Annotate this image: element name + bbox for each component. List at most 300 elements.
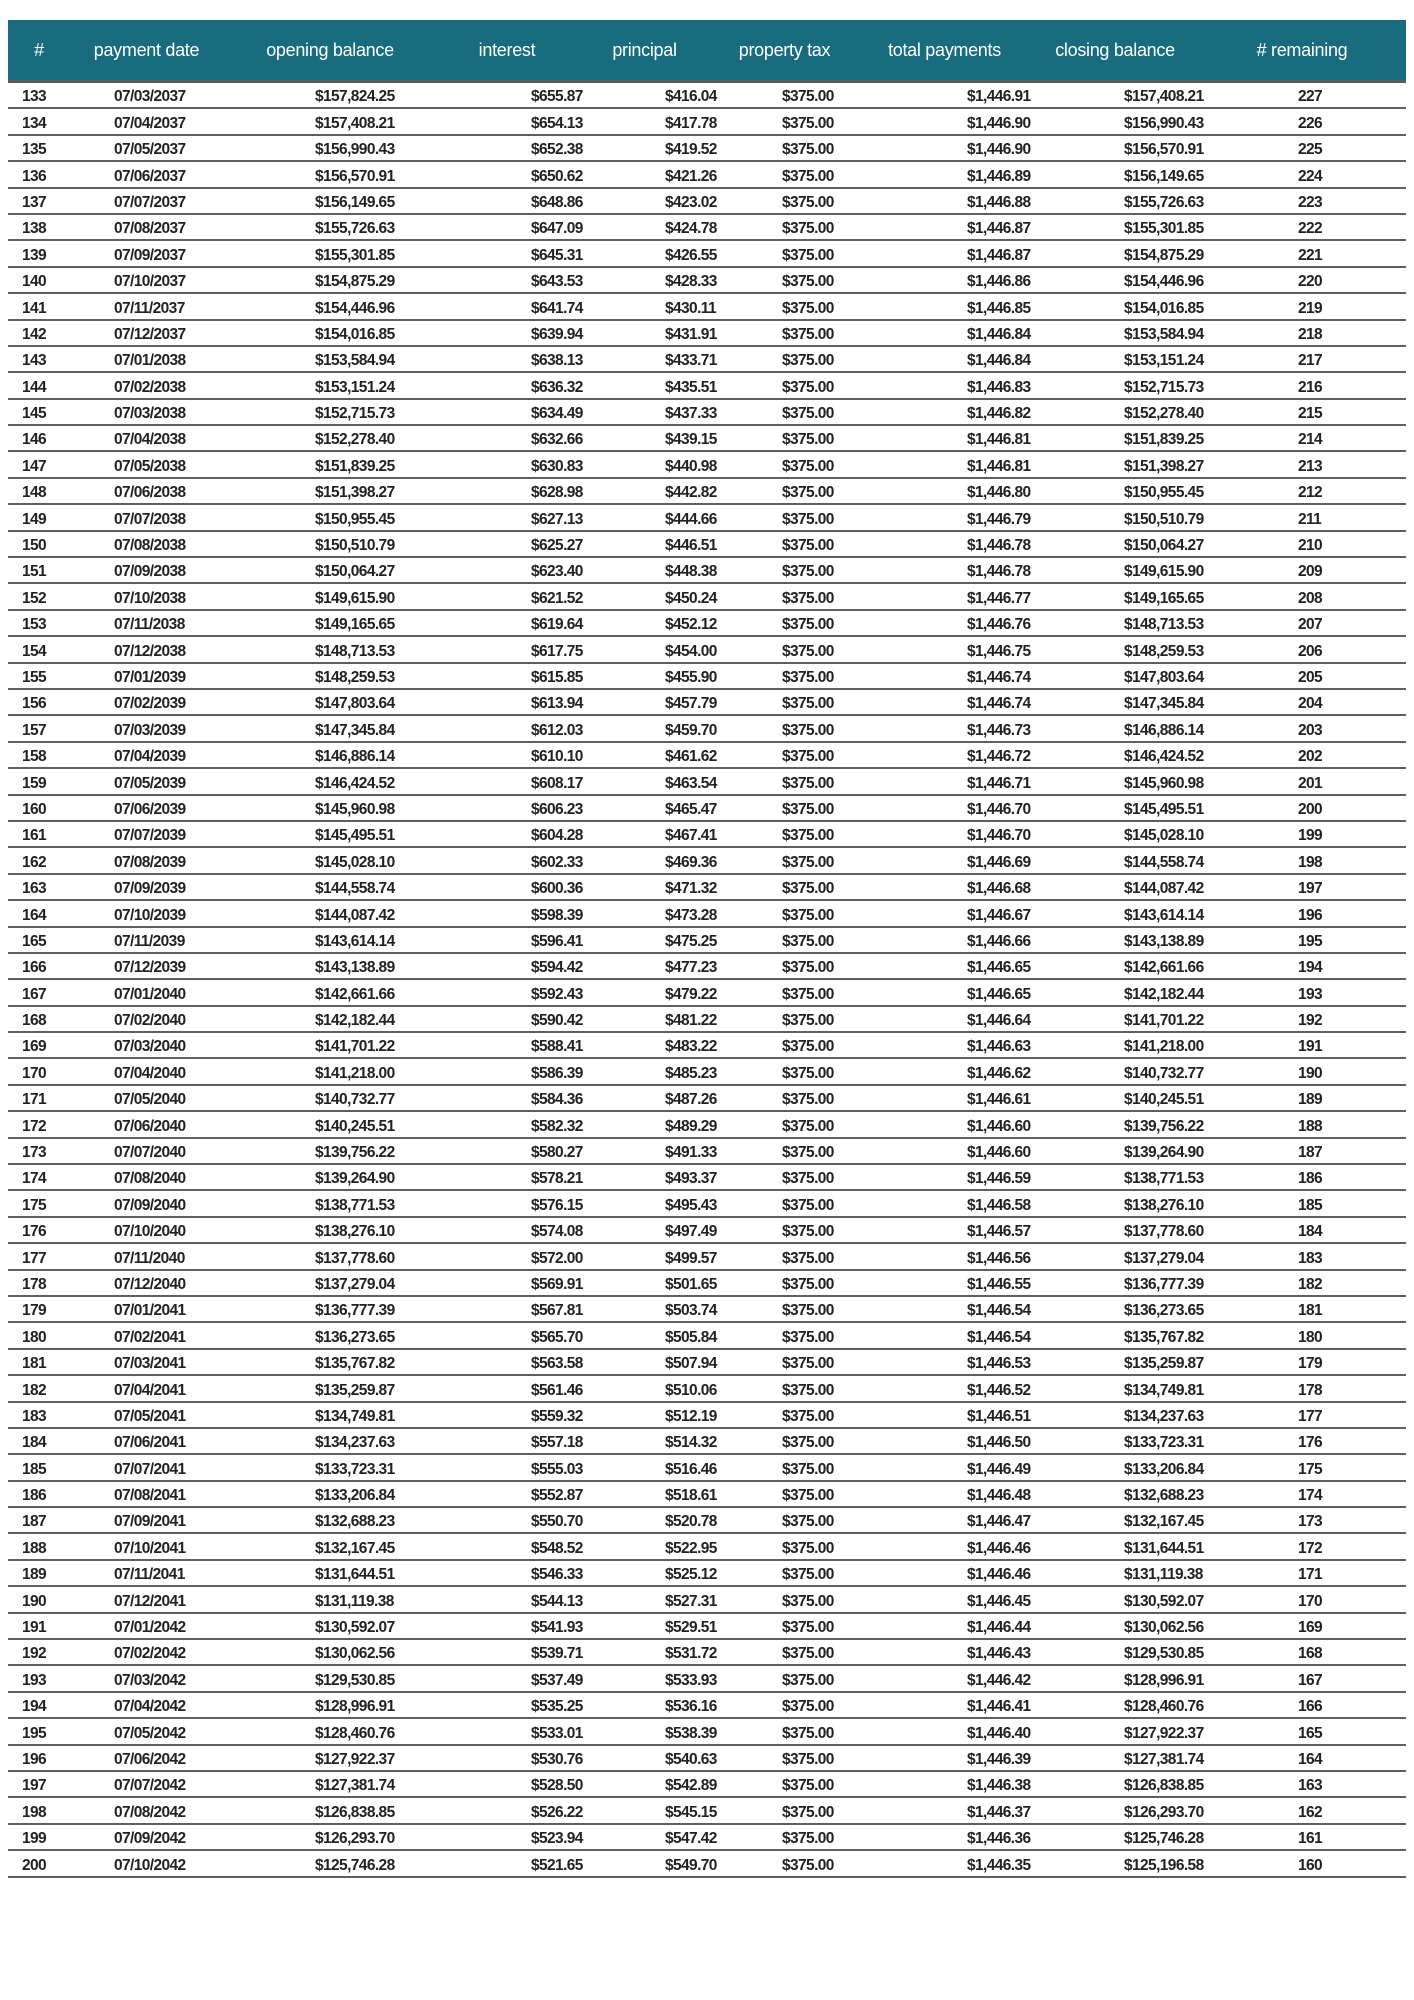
cell-interest: $606.23 xyxy=(531,800,583,818)
cell-payment-date: 07/07/2041 xyxy=(114,1460,186,1478)
cell-payment-date: 07/05/2040 xyxy=(114,1091,186,1109)
cell-payment-number: 169 xyxy=(22,1038,47,1056)
cell-principal: $426.55 xyxy=(665,246,717,264)
cell-payment-date: 07/12/2037 xyxy=(114,325,186,343)
cell-opening-balance: $146,424.52 xyxy=(315,774,395,792)
cell-opening-balance: $129,530.85 xyxy=(315,1671,395,1689)
cell-payment-date: 07/02/2039 xyxy=(114,695,186,713)
cell-payments-remaining: 210 xyxy=(1298,537,1323,555)
cell-closing-balance: $154,016.85 xyxy=(1124,299,1204,317)
cell-payment-number: 165 xyxy=(22,932,47,950)
cell-payment-date: 07/04/2038 xyxy=(114,431,186,449)
cell-opening-balance: $137,279.04 xyxy=(315,1275,395,1293)
cell-opening-balance: $138,771.53 xyxy=(315,1196,395,1214)
cell-total-payment: $1,446.88 xyxy=(967,193,1031,211)
cell-interest: $594.42 xyxy=(531,959,583,977)
cell-property-tax: $375.00 xyxy=(782,1460,834,1478)
table-row xyxy=(8,479,1406,505)
header-closing-balance: closing balance xyxy=(1055,39,1175,60)
cell-payment-date: 07/03/2042 xyxy=(114,1671,186,1689)
cell-opening-balance: $153,151.24 xyxy=(315,378,395,396)
table-row xyxy=(8,928,1406,954)
cell-payment-date: 07/05/2039 xyxy=(114,774,186,792)
cell-payment-number: 151 xyxy=(22,563,47,581)
cell-opening-balance: $148,259.53 xyxy=(315,668,395,686)
cell-payments-remaining: 203 xyxy=(1298,721,1323,739)
cell-closing-balance: $127,922.37 xyxy=(1124,1724,1204,1742)
cell-payments-remaining: 204 xyxy=(1298,695,1323,713)
table-row xyxy=(8,796,1406,822)
cell-payments-remaining: 181 xyxy=(1298,1302,1323,1320)
table-row xyxy=(8,400,1406,426)
cell-principal: $465.47 xyxy=(665,800,717,818)
cell-payment-number: 198 xyxy=(22,1803,47,1821)
cell-opening-balance: $126,293.70 xyxy=(315,1830,395,1848)
cell-opening-balance: $143,614.14 xyxy=(315,932,395,950)
cell-payments-remaining: 198 xyxy=(1298,853,1323,871)
cell-principal: $549.70 xyxy=(665,1856,717,1874)
cell-opening-balance: $147,345.84 xyxy=(315,721,395,739)
cell-principal: $507.94 xyxy=(665,1355,717,1373)
cell-payment-number: 196 xyxy=(22,1751,47,1768)
cell-payment-date: 07/09/2037 xyxy=(114,246,186,264)
cell-payment-date: 07/03/2039 xyxy=(114,721,186,739)
cell-closing-balance: $140,732.77 xyxy=(1124,1064,1204,1082)
cell-payments-remaining: 186 xyxy=(1298,1170,1323,1188)
cell-payment-date: 07/02/2038 xyxy=(114,378,186,396)
cell-principal: $435.51 xyxy=(665,378,717,396)
cell-closing-balance: $128,460.76 xyxy=(1124,1698,1204,1716)
cell-closing-balance: $126,838.85 xyxy=(1124,1777,1204,1795)
cell-interest: $617.75 xyxy=(531,642,583,660)
cell-interest: $645.31 xyxy=(531,246,583,264)
cell-payment-date: 07/01/2039 xyxy=(114,668,186,686)
cell-interest: $628.98 xyxy=(531,484,583,502)
cell-payment-date: 07/12/2041 xyxy=(114,1592,186,1610)
cell-total-payment: $1,446.65 xyxy=(967,959,1031,977)
cell-opening-balance: $136,777.39 xyxy=(315,1302,395,1320)
cell-payments-remaining: 199 xyxy=(1298,827,1323,845)
table-row xyxy=(8,743,1406,769)
cell-payment-number: 174 xyxy=(22,1170,47,1188)
cell-payments-remaining: 192 xyxy=(1298,1012,1323,1030)
table-row xyxy=(8,1587,1406,1613)
cell-total-payment: $1,446.78 xyxy=(967,537,1031,555)
cell-payment-number: 186 xyxy=(22,1487,47,1505)
cell-principal: $489.29 xyxy=(665,1117,717,1135)
cell-payments-remaining: 187 xyxy=(1298,1144,1323,1162)
cell-property-tax: $375.00 xyxy=(782,1064,834,1082)
cell-payment-date: 07/01/2041 xyxy=(114,1302,186,1320)
cell-total-payment: $1,446.44 xyxy=(967,1619,1031,1637)
cell-payments-remaining: 176 xyxy=(1298,1434,1323,1452)
header-interest: interest xyxy=(478,39,536,60)
cell-total-payment: $1,446.43 xyxy=(967,1645,1031,1663)
cell-total-payment: $1,446.63 xyxy=(967,1038,1031,1056)
cell-interest: $539.71 xyxy=(531,1645,583,1663)
cell-payments-remaining: 211 xyxy=(1298,510,1322,528)
cell-payments-remaining: 182 xyxy=(1298,1275,1323,1293)
cell-total-payment: $1,446.37 xyxy=(967,1803,1031,1821)
cell-closing-balance: $141,218.00 xyxy=(1124,1038,1204,1056)
cell-payments-remaining: 185 xyxy=(1298,1196,1323,1214)
cell-closing-balance: $137,279.04 xyxy=(1124,1249,1204,1267)
table-row xyxy=(8,1165,1406,1191)
cell-total-payment: $1,446.90 xyxy=(967,114,1031,132)
header-property-tax: property tax xyxy=(738,39,831,60)
cell-payment-date: 07/06/2038 xyxy=(114,484,186,502)
cell-payment-date: 07/09/2041 xyxy=(114,1513,186,1531)
cell-interest: $613.94 xyxy=(531,695,583,713)
cell-opening-balance: $132,688.23 xyxy=(315,1513,395,1531)
cell-payment-number: 177 xyxy=(22,1249,47,1267)
cell-payment-number: 190 xyxy=(22,1592,47,1610)
cell-opening-balance: $154,016.85 xyxy=(315,325,395,343)
table-row xyxy=(8,1666,1406,1692)
cell-payments-remaining: 202 xyxy=(1298,748,1323,766)
cell-payment-date: 07/01/2038 xyxy=(114,352,186,370)
cell-property-tax: $375.00 xyxy=(782,457,834,475)
cell-closing-balance: $132,167.45 xyxy=(1124,1513,1204,1531)
cell-principal: $505.84 xyxy=(665,1328,717,1346)
cell-opening-balance: $131,119.38 xyxy=(315,1592,394,1610)
cell-total-payment: $1,446.41 xyxy=(967,1698,1031,1716)
cell-payments-remaining: 191 xyxy=(1298,1038,1323,1056)
cell-payment-number: 172 xyxy=(22,1117,47,1135)
cell-payment-number: 171 xyxy=(22,1091,47,1109)
cell-payments-remaining: 215 xyxy=(1298,405,1323,423)
cell-total-payment: $1,446.60 xyxy=(967,1117,1031,1135)
cell-payment-date: 07/07/2040 xyxy=(114,1144,186,1162)
table-row xyxy=(8,875,1406,901)
cell-closing-balance: $146,424.52 xyxy=(1124,748,1204,766)
cell-payment-number: 197 xyxy=(22,1777,47,1795)
cell-property-tax: $375.00 xyxy=(782,959,834,977)
cell-principal: $538.39 xyxy=(665,1724,717,1742)
cell-principal: $450.24 xyxy=(665,589,717,607)
table-row xyxy=(8,136,1406,162)
cell-opening-balance: $127,381.74 xyxy=(315,1777,395,1795)
cell-payment-date: 07/02/2041 xyxy=(114,1328,186,1346)
cell-payment-date: 07/08/2039 xyxy=(114,853,186,871)
cell-payment-date: 07/04/2039 xyxy=(114,748,186,766)
cell-property-tax: $375.00 xyxy=(782,880,834,898)
table-row xyxy=(8,189,1406,215)
cell-closing-balance: $130,062.56 xyxy=(1124,1619,1204,1637)
table-row xyxy=(8,1007,1406,1033)
cell-property-tax: $375.00 xyxy=(782,1619,834,1637)
cell-total-payment: $1,446.45 xyxy=(967,1592,1031,1610)
cell-closing-balance: $131,644.51 xyxy=(1124,1539,1204,1557)
cell-opening-balance: $151,839.25 xyxy=(315,457,395,475)
cell-payment-number: 137 xyxy=(22,193,47,211)
cell-total-payment: $1,446.90 xyxy=(967,141,1031,159)
cell-property-tax: $375.00 xyxy=(782,431,834,449)
cell-payments-remaining: 222 xyxy=(1298,220,1323,238)
cell-payment-date: 07/04/2037 xyxy=(114,114,186,132)
cell-payment-number: 182 xyxy=(22,1381,47,1399)
cell-property-tax: $375.00 xyxy=(782,167,834,185)
cell-payment-number: 154 xyxy=(22,642,47,660)
cell-closing-balance: $138,276.10 xyxy=(1124,1196,1204,1214)
cell-opening-balance: $152,715.73 xyxy=(315,405,395,423)
cell-property-tax: $375.00 xyxy=(782,853,834,871)
cell-total-payment: $1,446.89 xyxy=(967,167,1031,185)
cell-interest: $600.36 xyxy=(531,880,583,898)
cell-opening-balance: $152,278.40 xyxy=(315,431,395,449)
cell-total-payment: $1,446.91 xyxy=(967,88,1031,106)
cell-payments-remaining: 183 xyxy=(1298,1249,1323,1267)
cell-payments-remaining: 196 xyxy=(1298,906,1323,924)
cell-payments-remaining: 209 xyxy=(1298,563,1323,581)
cell-principal: $433.71 xyxy=(665,352,717,370)
cell-total-payment: $1,446.70 xyxy=(967,800,1031,818)
cell-payment-date: 07/09/2040 xyxy=(114,1196,186,1214)
table-row xyxy=(8,1139,1406,1165)
cell-interest: $528.50 xyxy=(531,1777,583,1795)
cell-interest: $578.21 xyxy=(531,1170,583,1188)
cell-payment-date: 07/09/2038 xyxy=(114,563,186,581)
cell-interest: $650.62 xyxy=(531,167,583,185)
table-row xyxy=(8,1508,1406,1534)
cell-property-tax: $375.00 xyxy=(782,1566,834,1584)
cell-property-tax: $375.00 xyxy=(782,695,834,713)
cell-principal: $520.78 xyxy=(665,1513,717,1531)
table-row xyxy=(8,373,1406,399)
cell-payments-remaining: 226 xyxy=(1298,114,1323,132)
cell-opening-balance: $153,584.94 xyxy=(315,352,395,370)
cell-property-tax: $375.00 xyxy=(782,246,834,264)
cell-payment-date: 07/10/2042 xyxy=(114,1856,186,1874)
cell-property-tax: $375.00 xyxy=(782,563,834,581)
cell-payment-number: 149 xyxy=(22,510,47,528)
cell-interest: $596.41 xyxy=(531,932,583,950)
cell-principal: $430.11 xyxy=(665,299,716,317)
cell-closing-balance: $156,990.43 xyxy=(1124,114,1204,132)
cell-payment-number: 145 xyxy=(22,405,47,423)
cell-total-payment: $1,446.84 xyxy=(967,325,1031,343)
cell-closing-balance: $145,028.10 xyxy=(1124,827,1204,845)
cell-payment-date: 07/06/2041 xyxy=(114,1434,186,1452)
cell-closing-balance: $153,151.24 xyxy=(1124,352,1204,370)
cell-interest: $563.58 xyxy=(531,1355,583,1373)
cell-payments-remaining: 217 xyxy=(1298,352,1323,370)
cell-payments-remaining: 194 xyxy=(1298,959,1323,977)
cell-total-payment: $1,446.46 xyxy=(967,1539,1031,1557)
cell-opening-balance: $157,824.25 xyxy=(315,88,395,106)
table-row xyxy=(8,1191,1406,1217)
cell-principal: $416.04 xyxy=(665,88,717,106)
cell-closing-balance: $146,886.14 xyxy=(1124,721,1204,739)
cell-payment-date: 07/03/2037 xyxy=(114,88,186,106)
cell-total-payment: $1,446.52 xyxy=(967,1381,1031,1399)
cell-property-tax: $375.00 xyxy=(782,616,834,634)
cell-interest: $608.17 xyxy=(531,774,583,792)
table-row xyxy=(8,584,1406,610)
cell-opening-balance: $146,886.14 xyxy=(315,748,395,766)
cell-payments-remaining: 177 xyxy=(1298,1407,1323,1425)
cell-closing-balance: $137,778.60 xyxy=(1124,1223,1204,1241)
cell-payment-date: 07/11/2037 xyxy=(114,299,185,317)
cell-closing-balance: $150,955.45 xyxy=(1124,484,1204,502)
cell-interest: $634.49 xyxy=(531,405,583,423)
cell-closing-balance: $151,398.27 xyxy=(1124,457,1204,475)
cell-total-payment: $1,446.82 xyxy=(967,405,1031,423)
cell-interest: $598.39 xyxy=(531,906,583,924)
cell-payment-number: 168 xyxy=(22,1012,47,1030)
cell-payments-remaining: 205 xyxy=(1298,668,1323,686)
cell-payment-number: 155 xyxy=(22,668,47,686)
cell-total-payment: $1,446.69 xyxy=(967,853,1031,871)
cell-principal: $497.49 xyxy=(665,1223,717,1241)
cell-payments-remaining: 221 xyxy=(1298,246,1323,264)
cell-principal: $533.93 xyxy=(665,1671,717,1689)
cell-property-tax: $375.00 xyxy=(782,1724,834,1742)
cell-property-tax: $375.00 xyxy=(782,88,834,106)
cell-total-payment: $1,446.38 xyxy=(967,1777,1031,1795)
cell-closing-balance: $147,345.84 xyxy=(1124,695,1204,713)
table-row xyxy=(8,426,1406,452)
cell-total-payment: $1,446.54 xyxy=(967,1302,1031,1320)
cell-property-tax: $375.00 xyxy=(782,1144,834,1162)
table-row xyxy=(8,1112,1406,1138)
cell-principal: $501.65 xyxy=(665,1275,717,1293)
cell-opening-balance: $139,264.90 xyxy=(315,1170,395,1188)
table-row xyxy=(8,637,1406,663)
cell-payment-number: 147 xyxy=(22,457,47,475)
table-row xyxy=(8,1798,1406,1824)
cell-property-tax: $375.00 xyxy=(782,1275,834,1293)
cell-closing-balance: $145,960.98 xyxy=(1124,774,1204,792)
cell-total-payment: $1,446.79 xyxy=(967,510,1031,528)
cell-payment-number: 143 xyxy=(22,352,47,370)
cell-total-payment: $1,446.70 xyxy=(967,827,1031,845)
cell-payment-date: 07/03/2041 xyxy=(114,1355,186,1373)
cell-payments-remaining: 197 xyxy=(1298,880,1323,898)
cell-interest: $655.87 xyxy=(531,88,583,106)
cell-payments-remaining: 220 xyxy=(1298,273,1323,291)
cell-interest: $576.15 xyxy=(531,1196,583,1214)
cell-interest: $552.87 xyxy=(531,1487,583,1505)
cell-closing-balance: $143,138.89 xyxy=(1124,932,1204,950)
cell-total-payment: $1,446.72 xyxy=(967,748,1031,766)
cell-principal: $525.12 xyxy=(665,1566,717,1584)
cell-opening-balance: $141,218.00 xyxy=(315,1064,395,1082)
cell-interest: $648.86 xyxy=(531,193,583,211)
cell-principal: $439.15 xyxy=(665,431,717,449)
cell-opening-balance: $134,749.81 xyxy=(315,1407,395,1425)
cell-opening-balance: $157,408.21 xyxy=(315,114,395,132)
table-row xyxy=(8,1350,1406,1376)
cell-payment-number: 167 xyxy=(22,985,47,1003)
cell-payment-number: 199 xyxy=(22,1830,47,1848)
cell-payments-remaining: 164 xyxy=(1298,1751,1323,1768)
cell-payment-date: 07/08/2040 xyxy=(114,1170,186,1188)
cell-principal: $529.51 xyxy=(665,1619,717,1637)
cell-property-tax: $375.00 xyxy=(782,1539,834,1557)
table-row xyxy=(8,505,1406,531)
cell-payment-number: 163 xyxy=(22,880,47,898)
cell-payment-number: 183 xyxy=(22,1407,47,1425)
table-row xyxy=(8,1403,1406,1429)
cell-interest: $627.13 xyxy=(531,510,583,528)
cell-opening-balance: $149,165.65 xyxy=(315,616,395,634)
cell-closing-balance: $145,495.51 xyxy=(1124,800,1204,818)
cell-opening-balance: $154,446.96 xyxy=(315,299,395,317)
cell-total-payment: $1,446.66 xyxy=(967,932,1031,950)
cell-interest: $652.38 xyxy=(531,141,583,159)
cell-total-payment: $1,446.51 xyxy=(967,1407,1031,1425)
cell-payment-date: 07/06/2039 xyxy=(114,800,186,818)
cell-interest: $521.65 xyxy=(531,1856,583,1874)
cell-payments-remaining: 213 xyxy=(1298,457,1323,475)
table-row xyxy=(8,347,1406,373)
cell-principal: $516.46 xyxy=(665,1460,717,1478)
cell-payment-date: 07/09/2039 xyxy=(114,880,186,898)
cell-payments-remaining: 190 xyxy=(1298,1064,1323,1082)
cell-payment-number: 152 xyxy=(22,589,47,607)
cell-total-payment: $1,446.87 xyxy=(967,220,1031,238)
table-row xyxy=(8,1086,1406,1112)
cell-interest: $567.81 xyxy=(531,1302,583,1320)
cell-payment-date: 07/01/2040 xyxy=(114,985,186,1003)
cell-total-payment: $1,446.74 xyxy=(967,668,1031,686)
cell-closing-balance: $149,165.65 xyxy=(1124,589,1204,607)
cell-total-payment: $1,446.47 xyxy=(967,1513,1031,1531)
cell-property-tax: $375.00 xyxy=(782,906,834,924)
table-row xyxy=(8,452,1406,478)
cell-payment-date: 07/02/2042 xyxy=(114,1645,186,1663)
cell-total-payment: $1,446.80 xyxy=(967,484,1031,502)
cell-payments-remaining: 224 xyxy=(1298,167,1323,185)
cell-opening-balance: $156,149.65 xyxy=(315,193,395,211)
cell-principal: $510.06 xyxy=(665,1381,717,1399)
cell-opening-balance: $140,245.51 xyxy=(315,1117,395,1135)
cell-property-tax: $375.00 xyxy=(782,141,834,159)
cell-payment-date: 07/04/2042 xyxy=(114,1698,186,1716)
cell-opening-balance: $133,723.31 xyxy=(315,1460,395,1478)
header-total-payments: total payments xyxy=(888,39,1001,60)
cell-interest: $615.85 xyxy=(531,668,583,686)
cell-opening-balance: $156,570.91 xyxy=(315,167,395,185)
cell-property-tax: $375.00 xyxy=(782,721,834,739)
cell-total-payment: $1,446.58 xyxy=(967,1196,1031,1214)
cell-payments-remaining: 174 xyxy=(1298,1487,1323,1505)
cell-payment-date: 07/05/2041 xyxy=(114,1407,186,1425)
cell-closing-balance: $136,777.39 xyxy=(1124,1275,1204,1293)
table-row xyxy=(8,109,1406,135)
cell-payment-number: 142 xyxy=(22,325,47,343)
cell-closing-balance: $134,749.81 xyxy=(1124,1381,1204,1399)
cell-payment-date: 07/10/2041 xyxy=(114,1539,186,1557)
cell-payment-number: 144 xyxy=(22,378,47,396)
cell-total-payment: $1,446.57 xyxy=(967,1223,1031,1241)
cell-principal: $428.33 xyxy=(665,273,717,291)
cell-payment-number: 158 xyxy=(22,748,47,766)
cell-payments-remaining: 162 xyxy=(1298,1803,1323,1821)
table-row xyxy=(8,1244,1406,1270)
cell-payments-remaining: 184 xyxy=(1298,1223,1323,1241)
cell-principal: $481.22 xyxy=(665,1012,717,1030)
cell-total-payment: $1,446.87 xyxy=(967,246,1031,264)
cell-closing-balance: $151,839.25 xyxy=(1124,431,1204,449)
table-body xyxy=(8,83,1406,1878)
cell-principal: $493.37 xyxy=(665,1170,717,1188)
cell-payment-number: 146 xyxy=(22,431,47,449)
cell-payment-number: 161 xyxy=(22,827,47,845)
table-row xyxy=(8,664,1406,690)
table-row xyxy=(8,1323,1406,1349)
